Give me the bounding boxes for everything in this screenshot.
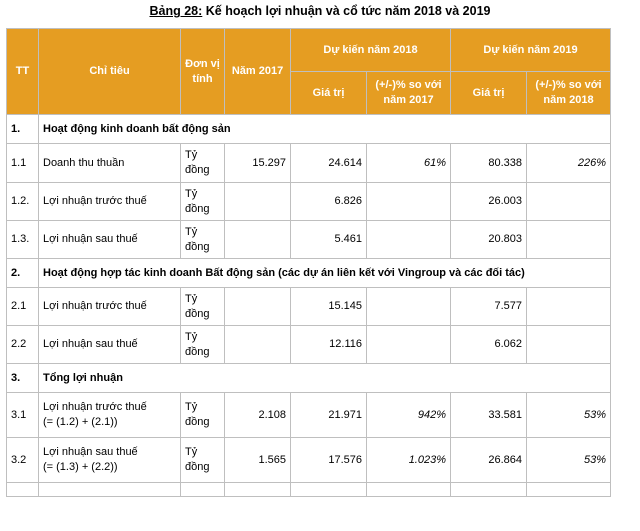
row-2018-pct (367, 288, 451, 326)
row-2019-value: 26.003 (451, 183, 527, 221)
row-2018-value: 12.116 (291, 326, 367, 364)
row-unit: Tỷ đồng (181, 393, 225, 438)
row-2018-value: 21.971 (291, 393, 367, 438)
row-2017 (225, 288, 291, 326)
row-number: 2.1 (7, 288, 39, 326)
table-title (0, 4, 640, 18)
section-title: Hoạt động hợp tác kinh doanh Bất động sản (các dự án liên kết với Vingroup và các đối tác) (39, 259, 611, 288)
row-number: 1.1 (7, 144, 39, 183)
row-name: Lợi nhuận sau thuế (39, 221, 181, 259)
row-2018-value: 5.461 (291, 221, 367, 259)
row-name-cell (39, 438, 181, 483)
row-name-cell (39, 393, 181, 438)
row-2019-pct: 226% (527, 144, 611, 183)
col-du-kien-2019: Dự kiến năm 2019 (451, 29, 611, 72)
row-2017 (225, 221, 291, 259)
row-name: Lợi nhuận trước thuế (39, 288, 181, 326)
row-unit: Tỷ đồng (181, 326, 225, 364)
section-number: 1. (7, 115, 39, 144)
row-2019-value: 7.577 (451, 288, 527, 326)
row-unit: Tỷ đồng (181, 183, 225, 221)
table-label: Bảng 28: (149, 4, 203, 18)
row-2018-value: 24.614 (291, 144, 367, 183)
table-row (7, 221, 611, 259)
row-2019-pct: 53% (527, 393, 611, 438)
table-row (7, 393, 611, 438)
row-2019-pct (527, 326, 611, 364)
row-formula: (= (1.2) + (2.1)) (43, 416, 118, 428)
row-number: 3.1 (7, 393, 39, 438)
row-number: 1.3. (7, 221, 39, 259)
profit-plan-table (6, 28, 611, 497)
row-unit: Tỷ đồng (181, 438, 225, 483)
row-number: 1.2. (7, 183, 39, 221)
row-formula: (= (1.3) + (2.2)) (43, 461, 118, 473)
row-name: Lợi nhuận trước thuế (43, 401, 147, 413)
section-title: Hoạt động kinh doanh bất động sản (39, 115, 611, 144)
table-row (7, 183, 611, 221)
row-2019-pct (527, 183, 611, 221)
col-du-kien-2018: Dự kiến năm 2018 (291, 29, 451, 72)
row-2019-value: 20.803 (451, 221, 527, 259)
row-2017 (225, 326, 291, 364)
row-2019-value: 26.864 (451, 438, 527, 483)
row-2018-value: 6.826 (291, 183, 367, 221)
row-2019-value: 6.062 (451, 326, 527, 364)
row-2018-value: 15.145 (291, 288, 367, 326)
section-number: 2. (7, 259, 39, 288)
row-2017: 15.297 (225, 144, 291, 183)
col-tt: TT (7, 29, 39, 115)
row-2018-pct (367, 183, 451, 221)
table-row-empty (7, 483, 611, 497)
row-number: 3.2 (7, 438, 39, 483)
row-name: Lợi nhuận trước thuế (39, 183, 181, 221)
row-2019-pct (527, 288, 611, 326)
col-gia-tri-2018: Giá trị (291, 72, 367, 115)
row-2018-pct: 1.023% (367, 438, 451, 483)
table-row (7, 326, 611, 364)
col-chi-tieu: Chỉ tiêu (39, 29, 181, 115)
row-name: Doanh thu thuần (39, 144, 181, 183)
table-row (7, 144, 611, 183)
row-name: Lợi nhuận sau thuế (39, 326, 181, 364)
row-unit: Tỷ đồng (181, 221, 225, 259)
row-2018-pct (367, 326, 451, 364)
row-2018-value: 17.576 (291, 438, 367, 483)
row-2017: 2.108 (225, 393, 291, 438)
section-row (7, 364, 611, 393)
table-title-text: Kế hoạch lợi nhuận và cổ tức năm 2018 và 2019 (202, 4, 491, 18)
row-2018-pct: 942% (367, 393, 451, 438)
row-2019-value: 33.581 (451, 393, 527, 438)
table-header (7, 29, 611, 115)
section-row (7, 115, 611, 144)
table-row (7, 288, 611, 326)
row-2019-pct (527, 221, 611, 259)
row-number: 2.2 (7, 326, 39, 364)
row-unit: Tỷ đồng (181, 144, 225, 183)
col-gia-tri-2019: Giá trị (451, 72, 527, 115)
col-don-vi: Đơn vị tính (181, 29, 225, 115)
row-2019-pct: 53% (527, 438, 611, 483)
row-name: Lợi nhuận sau thuế (43, 446, 138, 458)
section-number: 3. (7, 364, 39, 393)
row-2019-value: 80.338 (451, 144, 527, 183)
col-pct-2018: (+/-)% so với năm 2017 (367, 72, 451, 115)
row-2017: 1.565 (225, 438, 291, 483)
section-row (7, 259, 611, 288)
row-2018-pct (367, 221, 451, 259)
col-nam-2017: Năm 2017 (225, 29, 291, 115)
row-2018-pct: 61% (367, 144, 451, 183)
row-2017 (225, 183, 291, 221)
table-row (7, 438, 611, 483)
col-pct-2019: (+/-)% so với năm 2018 (527, 72, 611, 115)
section-title: Tổng lợi nhuận (39, 364, 611, 393)
row-unit: Tỷ đồng (181, 288, 225, 326)
